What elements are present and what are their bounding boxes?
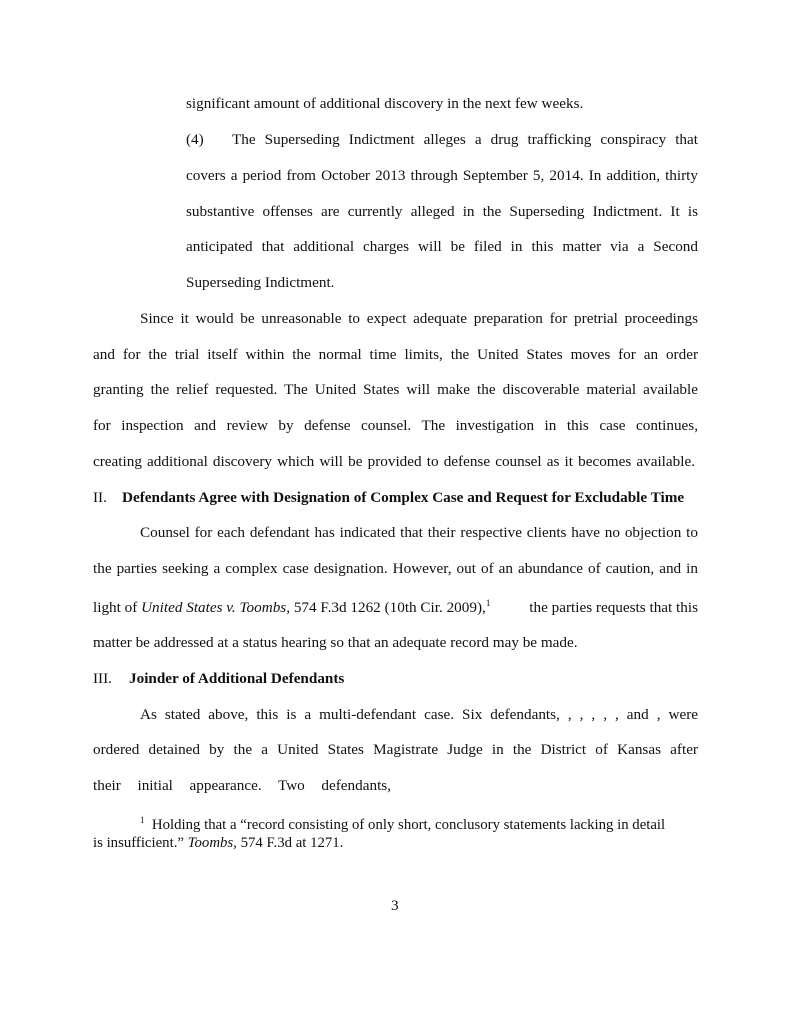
paragraph-2-line-3-post: the parties requests that this: [529, 599, 698, 616]
paragraph-3-line-2: ordered detained by the a United States Magistrate Judge in the District of Kansas after: [93, 741, 698, 758]
list-item-4-line-5: Superseding Indictment.: [186, 274, 335, 291]
section-3-numeral: III.: [93, 670, 112, 687]
section-2-heading: Defendants Agree with Designation of Complex Case and Request for Excludable Time: [122, 489, 685, 506]
paragraph-2-line-2: the parties seeking a complex case designation. However, out of an abundance of caution, and in: [93, 560, 698, 577]
section-2-numeral: II.: [93, 489, 107, 506]
paragraph-1-line-3: granting the relief requested. The United States will make the discoverable material available: [93, 381, 698, 398]
list-item-4-line-4: anticipated that additional charges will be filed in this matter via a Second: [186, 238, 698, 255]
paragraph-1-line-4: for inspection and review by defense counsel. The investigation in this case continues,: [93, 417, 698, 434]
paragraph-2-line-3-pre: light of: [93, 599, 142, 616]
footnote-reference-1[interactable]: 1: [485, 597, 491, 608]
case-name-toombs: United States v. Toombs: [141, 599, 287, 616]
footnote-1-line-2: [93, 834, 343, 852]
footnote-line-1: Holding that a “record consisting of only short, conclusory statements lacking in detail: [151, 817, 666, 833]
footnote-1: [140, 816, 665, 834]
section-3-heading: Joinder of Additional Defendants: [129, 670, 345, 687]
footnote-line-2-pre: is insufficient.”: [93, 835, 188, 851]
paragraph-2-line-3: [93, 599, 698, 617]
page-number: 3: [391, 897, 399, 914]
list-item-4-line-1: The Superseding Indictment alleges a drug trafficking conspiracy that: [232, 131, 698, 148]
paragraph-1-line-2: and for the trial itself within the normal time limits, the United States moves for an order: [93, 346, 698, 363]
list-item-4-line-2: covers a period from October 2013 through September 5, 2014. In addition, thirty: [186, 167, 698, 184]
paragraph-3-line-3: their initial appearance. Two defendants,: [93, 777, 391, 794]
paragraph-1-line-1: Since it would be unreasonable to expect adequate preparation for pretrial proceedings: [140, 310, 698, 327]
footnote-marker: 1: [140, 815, 145, 826]
list-item-3-tail: significant amount of additional discovery in the next few weeks.: [186, 95, 584, 112]
paragraph-2-line-1: Counsel for each defendant has indicated that their respective clients have no objection to: [140, 524, 698, 541]
case-citation: , 574 F.3d 1262 (10th Cir. 2009),: [286, 599, 486, 616]
footnote-line-2-post: , 574 F.3d at 1271.: [233, 835, 344, 851]
footnote-case-name: Toombs: [187, 835, 234, 851]
paragraph-1-line-5: creating additional discovery which will be provided to defense counsel as it becomes available.: [93, 453, 695, 470]
paragraph-3-line-1: As stated above, this is a multi-defendant case. Six defendants, , , , , , and , were: [140, 706, 698, 723]
list-item-4-line-3: substantive offenses are currently alleged in the Superseding Indictment. It is: [186, 203, 698, 220]
paragraph-2-line-4: matter be addressed at a status hearing so that an adequate record may be made.: [93, 634, 578, 651]
list-item-4-number: (4): [186, 131, 204, 148]
